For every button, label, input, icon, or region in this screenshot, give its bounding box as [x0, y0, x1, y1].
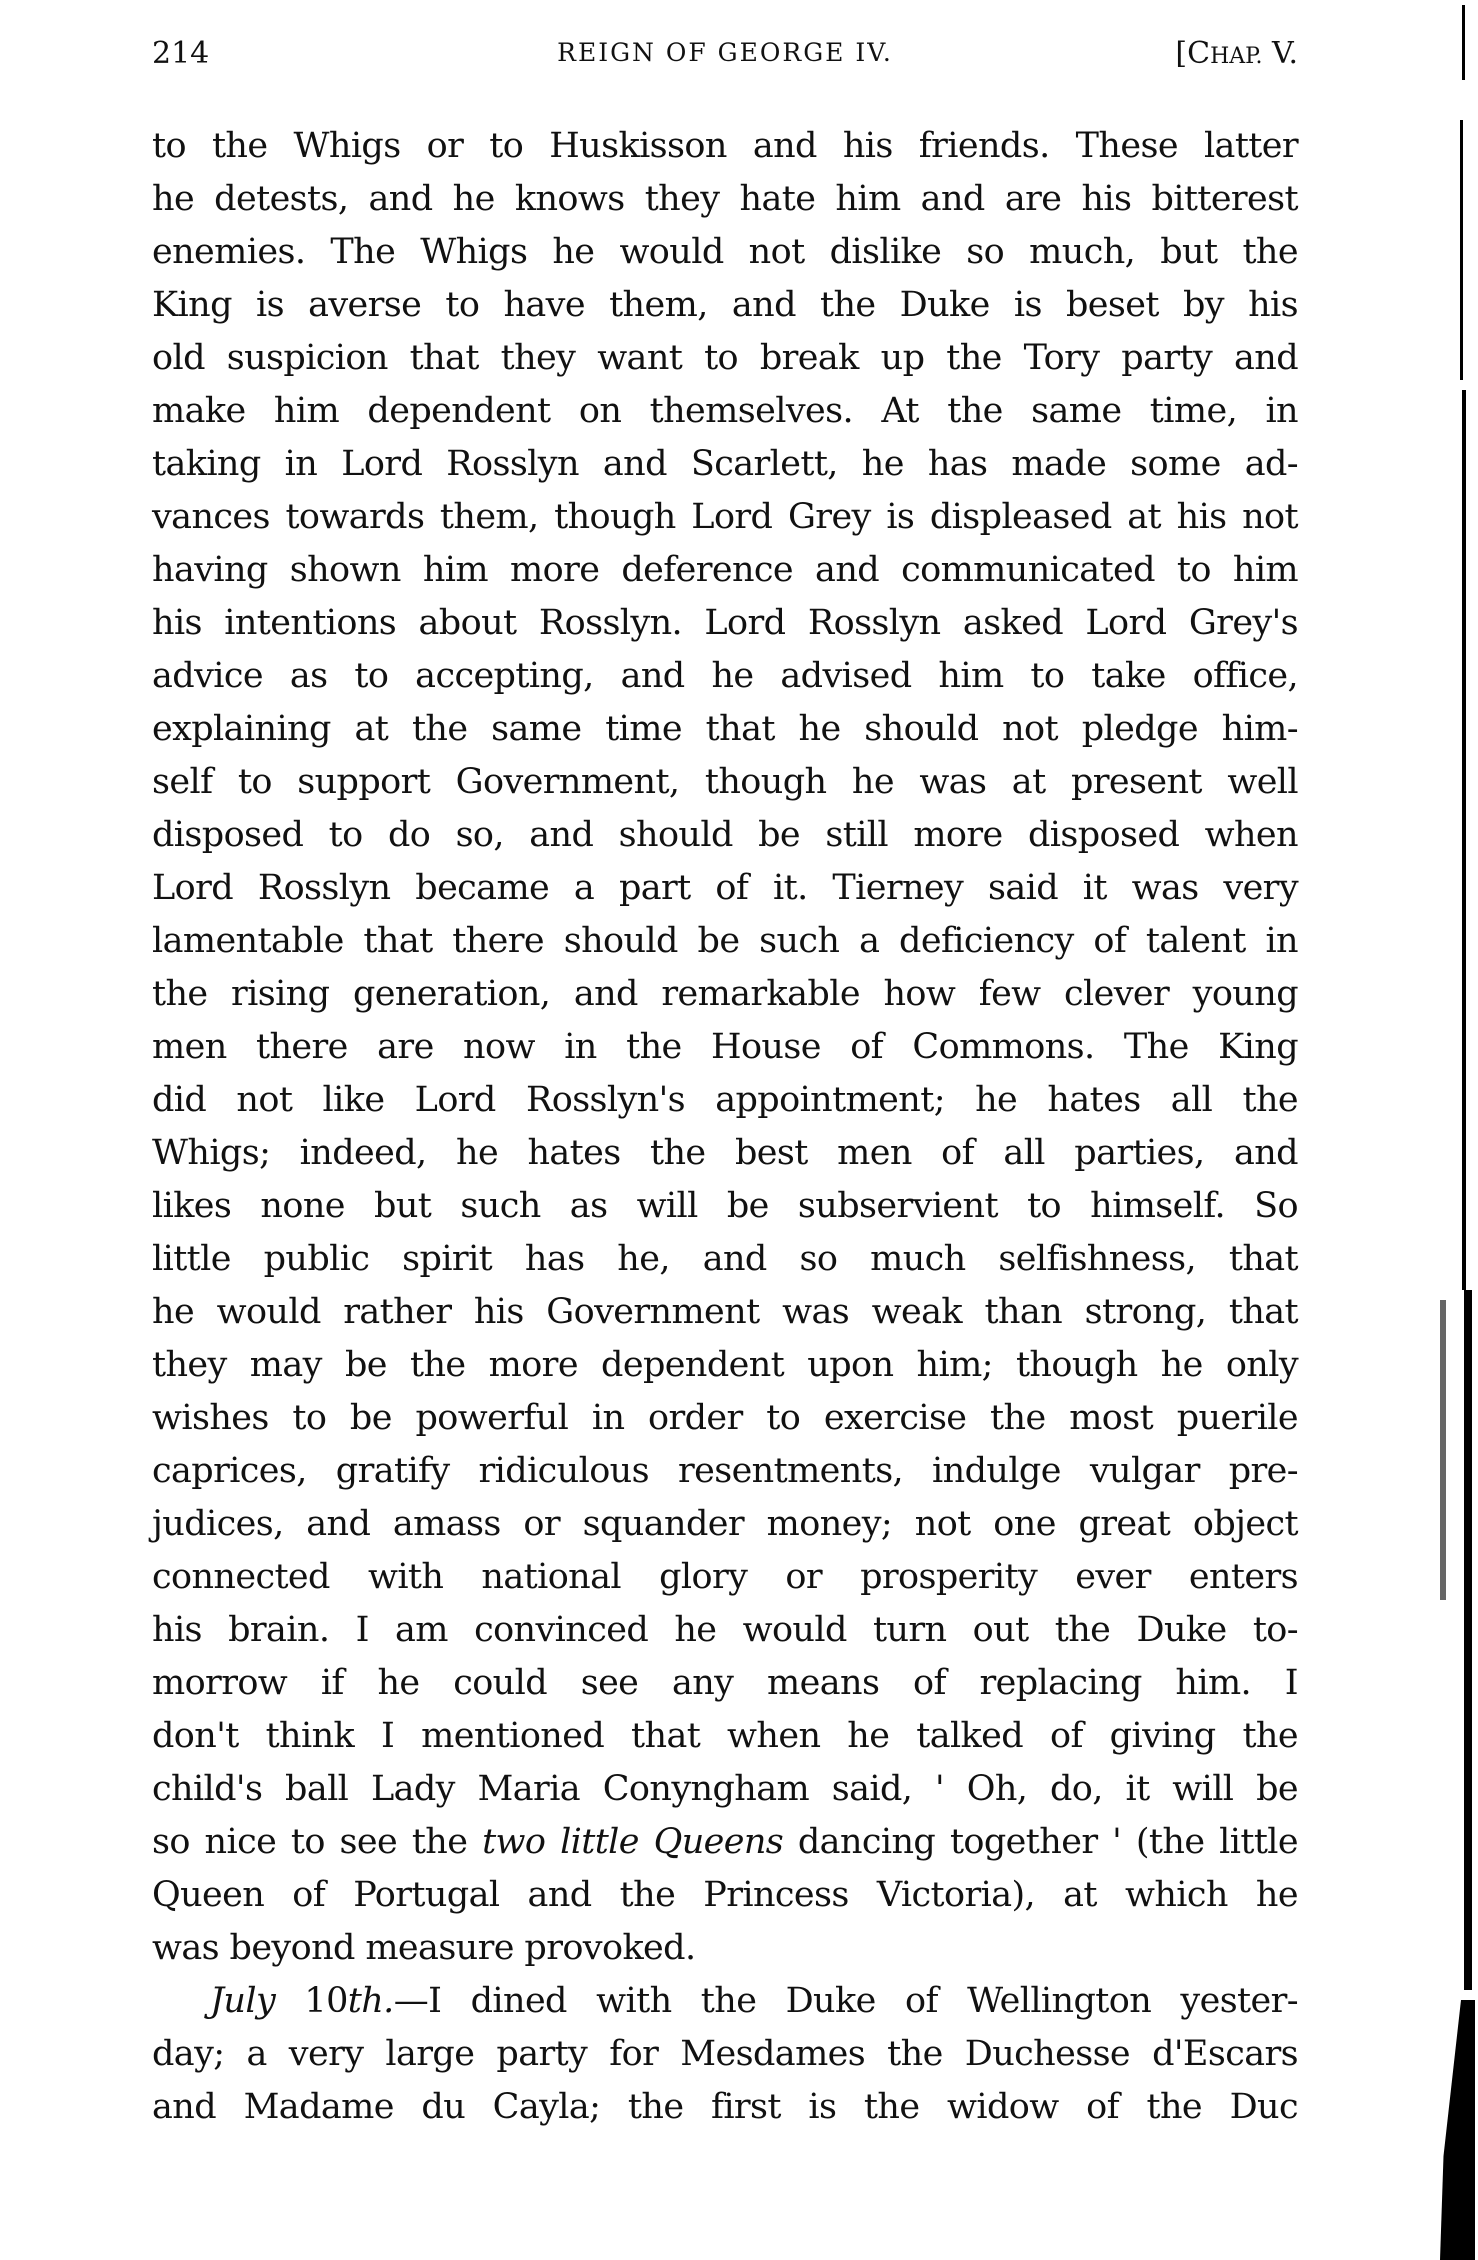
- text-line: explaining at the same time that he should not pledge him-: [152, 709, 1298, 749]
- chapter-bracket: [C: [1175, 36, 1211, 71]
- page-number: 214: [152, 36, 210, 71]
- text-line: morrow if he could see any means of replacing him. I: [152, 1663, 1298, 1703]
- text-line: day; a very large party for Mesdames the Duchesse d'Escars: [152, 2034, 1298, 2074]
- text-line: the rising generation, and remarkable how few clever young: [152, 974, 1298, 1014]
- chapter-smallcaps: HAP.: [1210, 44, 1263, 69]
- text-line: Whigs; indeed, he hates the best men of all parties, and: [152, 1133, 1298, 1173]
- text-line: vances towards them, though Lord Grey is displeased at his not: [152, 497, 1298, 537]
- chapter-number: V.: [1262, 36, 1298, 71]
- text-line: King is averse to have them, and the Duke is beset by his: [152, 285, 1298, 325]
- text-line: [152, 1975, 1298, 2028]
- text-line: he detests, and he knows they hate him and are his bitterest: [152, 179, 1298, 219]
- text-line: and Madame du Cayla; the first is the widow of the Duc: [152, 2087, 1298, 2127]
- text-line: having shown him more deference and communicated to him: [152, 550, 1298, 590]
- page-body: [152, 120, 1298, 2134]
- text-line: wishes to be powerful in order to exercise the most puerile: [152, 1398, 1298, 1438]
- text-run: —I dined with the Duke of Wellington yester-: [393, 1981, 1298, 2021]
- running-title: REIGN OF GEORGE IV.: [557, 38, 893, 67]
- italic-text: July: [210, 1981, 276, 2021]
- text-line: caprices, gratify ridiculous resentments, indulge vulgar pre-: [152, 1451, 1298, 1491]
- text-line: they may be the more dependent upon him; though he only: [152, 1345, 1298, 1385]
- text-line: advice as to accepting, and he advised him to take office,: [152, 656, 1298, 696]
- text-line: [152, 1816, 1298, 1869]
- text-line: his brain. I am convinced he would turn out the Duke to-: [152, 1610, 1298, 1650]
- text-line: was beyond measure provoked.: [152, 1928, 696, 1968]
- text-line: Lord Rosslyn became a part of it. Tierney said it was very: [152, 868, 1298, 908]
- text-line: don't think I mentioned that when he talked of giving the: [152, 1716, 1298, 1756]
- text-line: he would rather his Government was weak than strong, that: [152, 1292, 1298, 1332]
- text-line: disposed to do so, and should be still more disposed when: [152, 815, 1298, 855]
- text-run: dancing together ' (the little: [783, 1822, 1298, 1862]
- text-line: enemies. The Whigs he would not dislike so much, but the: [152, 232, 1298, 272]
- text-run: so nice to see the: [152, 1822, 483, 1862]
- text-line: did not like Lord Rosslyn's appointment; he hates all the: [152, 1080, 1298, 1120]
- text-run: 10: [275, 1981, 348, 2021]
- text-line: lamentable that there should be such a deficiency of talent in: [152, 921, 1298, 961]
- italic-text: th.: [347, 1981, 394, 2021]
- text-line: connected with national glory or prosperity ever enters: [152, 1557, 1298, 1597]
- text-line: Queen of Portugal and the Princess Victoria), at which he: [152, 1875, 1298, 1915]
- text-line: likes none but such as will be subservient to himself. So: [152, 1186, 1298, 1226]
- text-line: old suspicion that they want to break up the Tory party and: [152, 338, 1298, 378]
- text-line: his intentions about Rosslyn. Lord Rosslyn asked Lord Grey's: [152, 603, 1298, 643]
- text-line: taking in Lord Rosslyn and Scarlett, he has made some ad-: [152, 444, 1298, 484]
- italic-text: two little Queens: [482, 1822, 784, 1862]
- text-line: child's ball Lady Maria Conyngham said, ' Oh, do, it will be: [152, 1769, 1298, 1809]
- text-line: self to support Government, though he was at present well: [152, 762, 1298, 802]
- text-line: make him dependent on themselves. At the same time, in: [152, 391, 1298, 431]
- chapter-label: [1175, 36, 1298, 71]
- text-line: judices, and amass or squander money; not one great object: [152, 1504, 1298, 1544]
- text-line: men there are now in the House of Commons. The King: [152, 1027, 1298, 1067]
- text-line: to the Whigs or to Huskisson and his friends. These latter: [152, 126, 1298, 166]
- text-line: little public spirit has he, and so much selfishness, that: [152, 1239, 1298, 1279]
- running-header: [152, 36, 1298, 80]
